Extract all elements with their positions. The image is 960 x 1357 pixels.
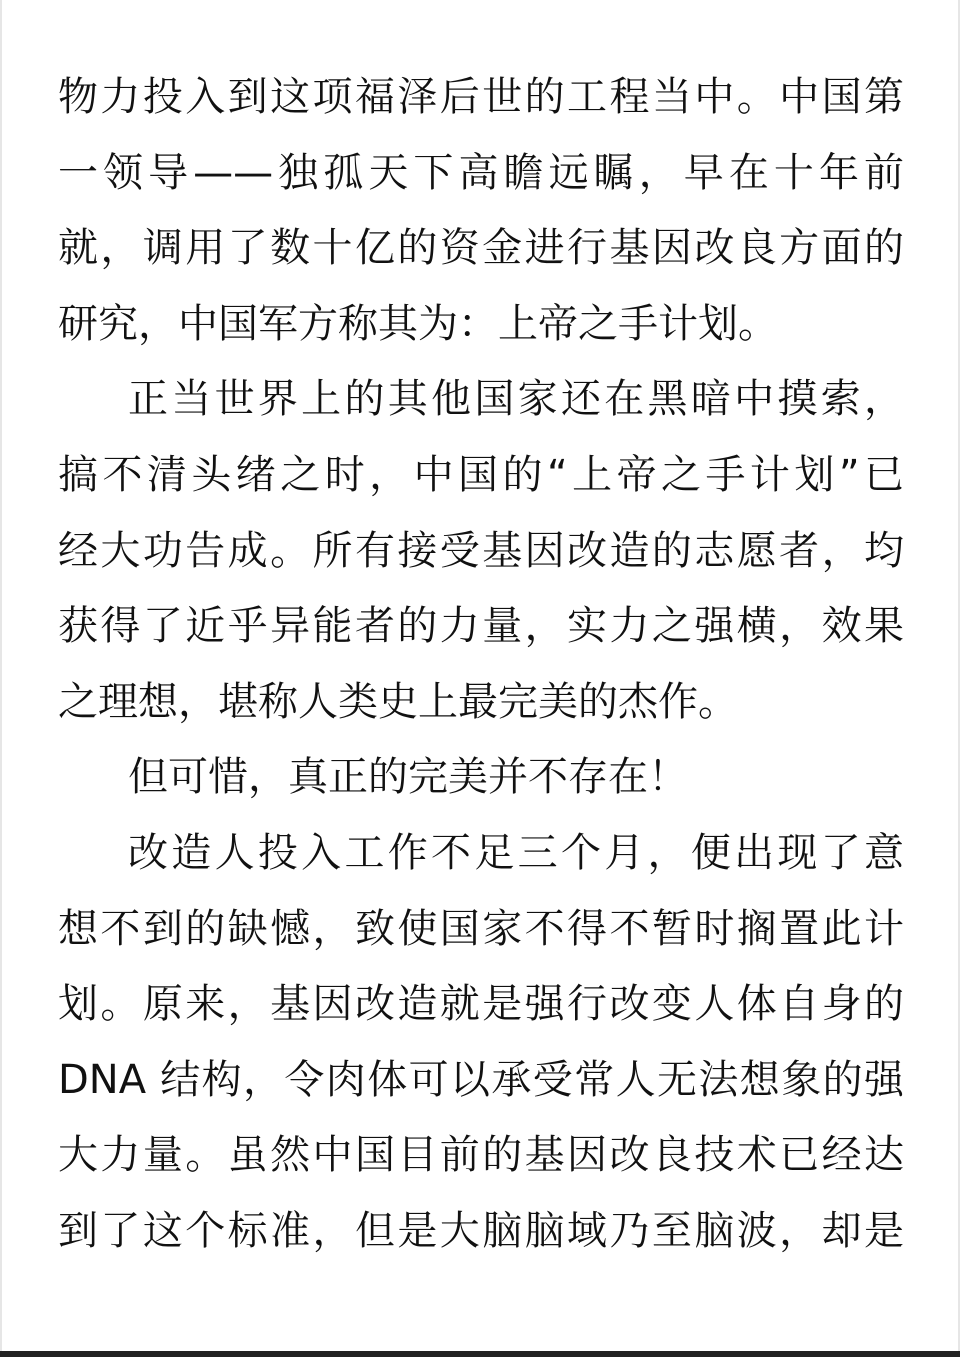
text-line: 之理想，堪称人类史上最完美的杰作。: [58, 678, 738, 725]
text-line: 经大功告成。所有接受基因改造的志愿者，均: [58, 527, 904, 574]
body-text: [58, 60, 904, 1270]
text-line: 划。原来，基因改造就是强行改变人体自身的: [58, 981, 904, 1028]
text-line: 就，调用了数十亿的资金进行基因改良方面的: [58, 225, 904, 272]
text-line: 想不到的缺憾，致使国家不得不暂时搁置此计: [58, 905, 904, 952]
text-line: 改造人投入工作不足三个月，便出现了意: [128, 829, 904, 876]
text-line: 研究，中国军方称其为：上帝之手计划。: [58, 300, 778, 347]
text-line: 到了这个标准，但是大脑脑域乃至脑波，却是: [58, 1207, 904, 1254]
text-line: 正当世界上的其他国家还在黑暗中摸索，: [128, 376, 904, 423]
page-bottom-edge: [0, 1351, 960, 1357]
text-line: 搞不清头绪之时，中国的“上帝之手计划”已: [58, 451, 904, 498]
text-line: 一领导——独孤天下高瞻远瞩，早在十年前: [58, 149, 904, 196]
text-line: 物力投入到这项福泽后世的工程当中。中国第: [58, 74, 904, 120]
text-line: 获得了近乎异能者的力量，实力之强横，效果: [58, 603, 904, 650]
text-line: DNA 结构，令肉体可以承受常人无法想象的强: [58, 1056, 904, 1103]
text-line: 但可惜，真正的完美并不存在！: [128, 754, 688, 801]
page-left-edge: [0, 0, 2, 1357]
text-line: 大力量。虽然中国目前的基因改良技术已经达: [58, 1132, 904, 1179]
